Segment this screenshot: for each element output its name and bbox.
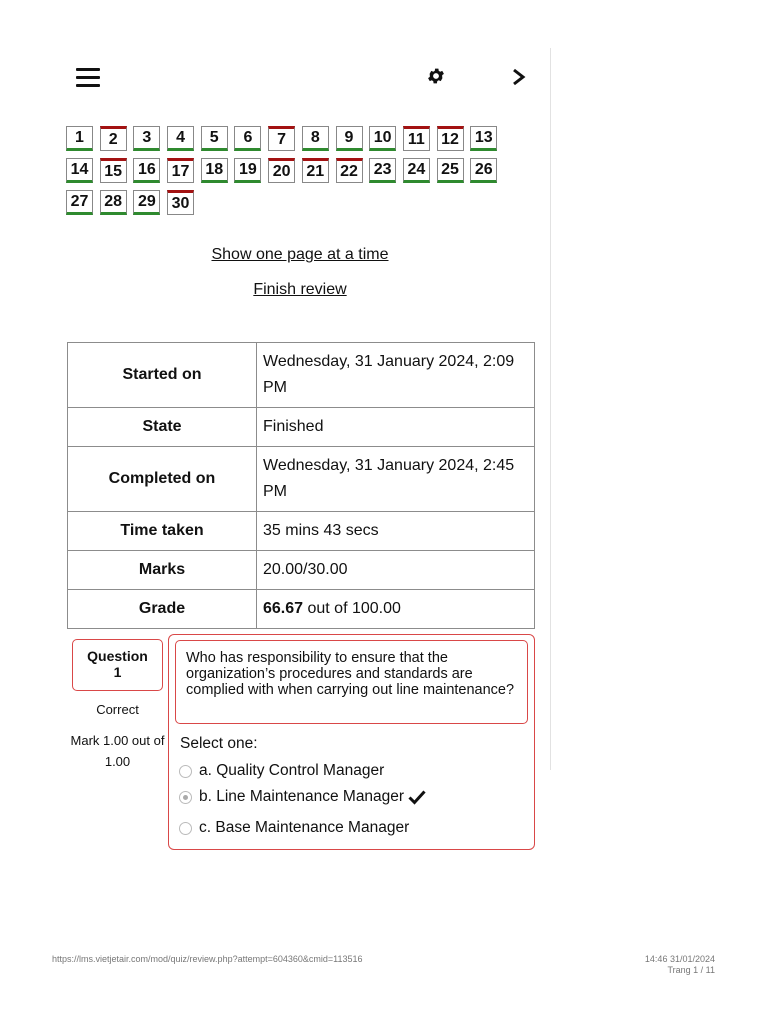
summary-row-time xyxy=(68,512,535,551)
marks-label: Marks xyxy=(68,551,257,590)
state-value: Finished xyxy=(257,408,535,447)
quiz-nav-button-15[interactable]: 15 xyxy=(100,158,127,183)
show-one-page-link[interactable]: Show one page at a time xyxy=(211,246,389,263)
quiz-nav-button-2[interactable]: 2 xyxy=(100,126,127,151)
question-text: Who has responsibility to ensure that the organization’s procedures and standards are complied with when carrying out line maintenance? xyxy=(175,640,528,724)
time-taken-label: Time taken xyxy=(68,512,257,551)
started-on-value: Wednesday, 31 January 2024, 2:09 PM xyxy=(257,343,535,408)
quiz-nav-button-5[interactable]: 5 xyxy=(201,126,228,151)
attempt-summary-table xyxy=(67,342,535,629)
menu-icon[interactable] xyxy=(76,68,100,88)
quiz-nav-button-8[interactable]: 8 xyxy=(302,126,329,151)
quiz-nav-button-17[interactable]: 17 xyxy=(167,158,194,183)
quiz-nav-button-4[interactable]: 4 xyxy=(167,126,194,151)
quiz-nav-button-30[interactable]: 30 xyxy=(167,190,194,215)
summary-row-grade xyxy=(68,590,535,629)
quiz-navigation xyxy=(66,126,506,222)
quiz-nav-button-28[interactable]: 28 xyxy=(100,190,127,215)
top-bar xyxy=(60,60,540,100)
quiz-nav-button-23[interactable]: 23 xyxy=(369,158,396,183)
quiz-nav-button-9[interactable]: 9 xyxy=(336,126,363,151)
time-taken-value: 35 mins 43 secs xyxy=(257,512,535,551)
question-info-box xyxy=(72,639,163,691)
summary-row-state xyxy=(68,408,535,447)
grade-out-of: out of 100.00 xyxy=(303,600,401,617)
question-label: Question xyxy=(87,648,148,664)
quiz-nav-row xyxy=(66,126,506,151)
question-number: 1 xyxy=(113,664,122,680)
option-b[interactable] xyxy=(179,788,426,806)
footer-meta xyxy=(645,954,715,976)
quiz-nav-button-21[interactable]: 21 xyxy=(302,158,329,183)
radio-a[interactable] xyxy=(179,765,192,778)
quiz-nav-button-10[interactable]: 10 xyxy=(369,126,396,151)
grade-value xyxy=(257,590,535,629)
quiz-nav-button-27[interactable]: 27 xyxy=(66,190,93,215)
question-mark: Mark 1.00 out of 1.00 xyxy=(70,733,165,769)
quiz-nav-button-22[interactable]: 22 xyxy=(336,158,363,183)
quiz-nav-button-6[interactable]: 6 xyxy=(234,126,261,151)
quiz-nav-button-16[interactable]: 16 xyxy=(133,158,160,183)
quiz-nav-button-11[interactable]: 11 xyxy=(403,126,430,151)
quiz-nav-button-20[interactable]: 20 xyxy=(268,158,295,183)
footer-page: Trang 1 / 11 xyxy=(667,965,715,975)
quiz-nav-button-13[interactable]: 13 xyxy=(470,126,497,151)
summary-row-started xyxy=(68,343,535,408)
option-b-label: b. Line Maintenance Manager xyxy=(199,788,405,805)
quiz-nav-row xyxy=(66,158,506,183)
select-one-prompt: Select one: xyxy=(180,735,258,752)
quiz-nav-row xyxy=(66,190,506,215)
checkmark-icon xyxy=(408,789,426,805)
summary-row-completed xyxy=(68,447,535,512)
quiz-nav-button-7[interactable]: 7 xyxy=(268,126,295,151)
radio-c[interactable] xyxy=(179,822,192,835)
radio-b[interactable] xyxy=(179,791,192,804)
quiz-nav-button-14[interactable]: 14 xyxy=(66,158,93,183)
quiz-nav-button-3[interactable]: 3 xyxy=(133,126,160,151)
quiz-nav-button-1[interactable]: 1 xyxy=(66,126,93,151)
option-a[interactable] xyxy=(179,762,384,780)
question-content xyxy=(168,634,535,850)
quiz-nav-button-18[interactable]: 18 xyxy=(201,158,228,183)
grade-score: 66.67 xyxy=(263,600,304,617)
completed-on-label: Completed on xyxy=(68,447,257,512)
option-c-label: c. Base Maintenance Manager xyxy=(199,819,410,836)
question-state: Correct xyxy=(96,702,139,717)
completed-on-value: Wednesday, 31 January 2024, 2:45 PM xyxy=(257,447,535,512)
quiz-nav-button-24[interactable]: 24 xyxy=(403,158,430,183)
quiz-nav-button-29[interactable]: 29 xyxy=(133,190,160,215)
option-a-label: a. Quality Control Manager xyxy=(199,762,385,779)
started-on-label: Started on xyxy=(68,343,257,408)
page-divider xyxy=(550,48,551,770)
summary-row-marks xyxy=(68,551,535,590)
quiz-nav-button-19[interactable]: 19 xyxy=(234,158,261,183)
state-label: State xyxy=(68,408,257,447)
quiz-nav-button-26[interactable]: 26 xyxy=(470,158,497,183)
option-c[interactable] xyxy=(179,819,409,837)
grade-label: Grade xyxy=(68,590,257,629)
quiz-nav-button-12[interactable]: 12 xyxy=(437,126,464,151)
finish-review-link[interactable]: Finish review xyxy=(253,281,347,298)
footer-url: https://lms.vietjetair.com/mod/quiz/review.php?attempt=604360&cmid=113516 xyxy=(52,954,363,964)
chevron-right-icon[interactable] xyxy=(510,67,528,87)
quiz-nav-button-25[interactable]: 25 xyxy=(437,158,464,183)
footer-datetime: 14:46 31/01/2024 xyxy=(644,954,715,964)
gear-icon[interactable] xyxy=(426,66,446,86)
marks-value: 20.00/30.00 xyxy=(257,551,535,590)
